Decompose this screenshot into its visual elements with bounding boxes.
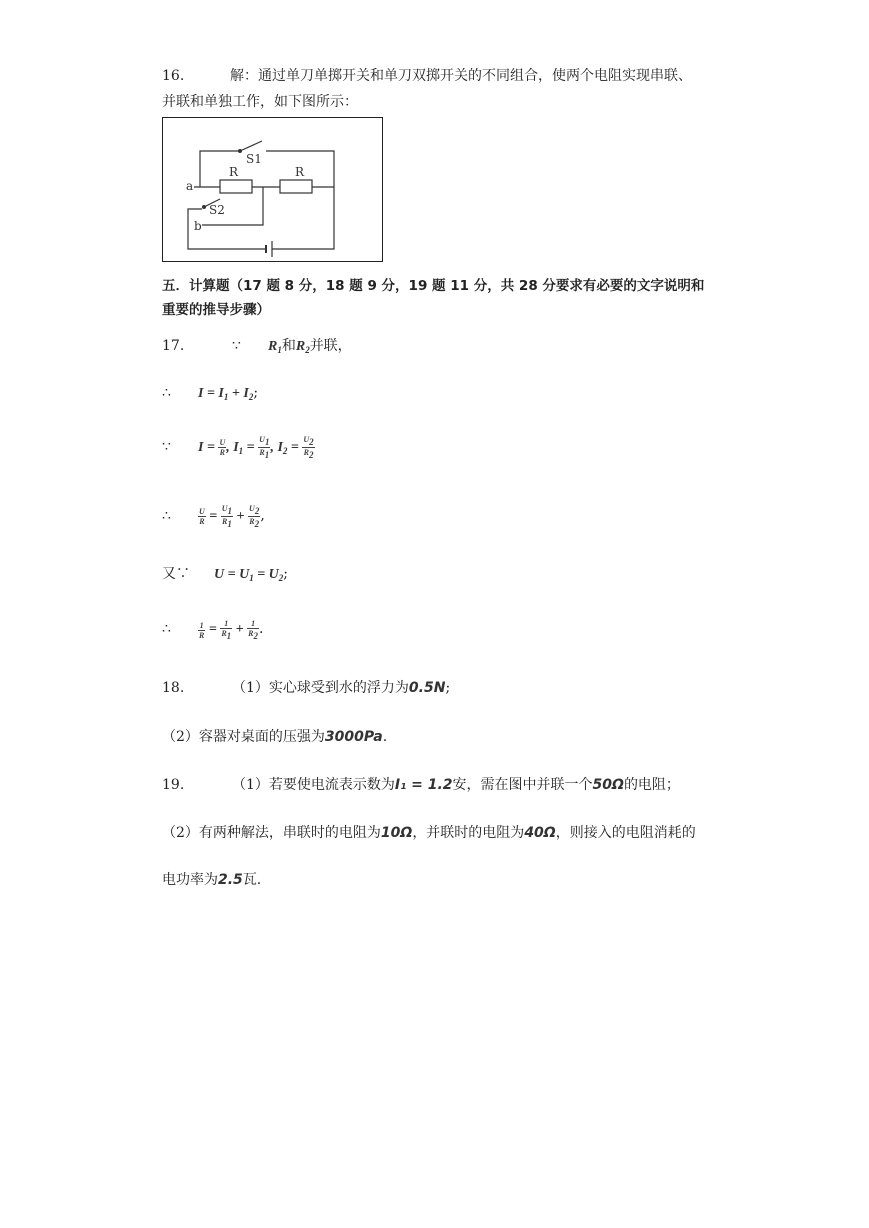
formula-ohm: I = $\frac{U}{R}$ , $I_1$ = $\frac{U_1}{R_1}$ , $I_2$ = $\frac{U_2}{R_2}$ [198,435,314,460]
q17-step3: ∴ $\frac{U}{R}$ = $\frac{U_1}{R_1}$ + $\frac{U_2}{R_2}$ , [162,504,265,529]
label-s2: S2 [209,203,225,217]
label-r-left: R [229,165,239,179]
q17-r2: $R_2$ [295,339,310,355]
section5-heading-line1: 五．计算题（17 题 8 分，18 题 9 分，19 题 11 分，共 28 分要求有必要的文字说明和 [162,278,705,294]
and-because-symbol: 又∵ [162,566,190,582]
q19-number: 19. [162,777,185,793]
q19-p2-suffix: ，则接入的电阻消耗的 [555,825,696,841]
label-b: b [194,219,202,233]
q17-and: 和 [281,338,296,354]
q19-p3-value: 2.5 [218,872,243,888]
q16-number: 16. [162,68,185,84]
q19-line2 [162,823,696,843]
q19-p1-suffix: 的电阻； [623,777,680,793]
resistor-right [280,180,312,193]
q18-p1-value: 0.5N [408,680,446,696]
therefore-symbol: ∴ [162,507,171,524]
q19-p3-prefix: 电功率为 [162,872,218,888]
section5-heading-line2: 重要的推导步骤） [162,302,270,318]
resistor-left [220,180,252,193]
therefore-symbol: ∴ [162,621,171,638]
q17-r1: $R_1$ [268,339,282,355]
q17-step2 [162,435,315,461]
q18-p1-suffix: ; [445,680,451,696]
q18-line2 [162,727,387,747]
q17-because: ∵ [232,338,241,354]
q19-p1-formula: I₁ = 1.2 [394,777,453,793]
q18-number: 18. [162,680,185,696]
formula-fraction-sum: $\frac{U}{R}$ = $\frac{U_1}{R_1}$ + $\frac{U_2}{R_2}$ [199,504,260,529]
q18-p2-value: 3000Pa [324,729,383,745]
label-a: a [186,179,194,193]
q16-text-line2: 并联和单独工作，如下图所示： [162,94,358,110]
q17-line1 [162,336,352,360]
q19-line1 [162,775,680,795]
q19-p1-mid: 安，需在图中并联一个 [452,777,593,793]
because-symbol: ∵ [162,438,171,455]
label-r-right: R [295,165,305,179]
q18-p2-prefix: （2）容器对桌面的压强为 [162,729,325,745]
therefore-symbol: ∴ [162,385,171,401]
q16-text-line1: 解：通过单刀单掷开关和单刀双掷开关的不同组合，使两个电阻实现串联、 [230,68,692,84]
q17-step1: ∴ $I = I_1 + I_2$; [162,385,259,402]
q19-p2-v2: 40Ω [524,825,556,841]
formula-current-sum: $I = I_1 + I_2$ [198,386,254,402]
q19-line3 [162,870,261,890]
formula-parallel-resistance: $\frac{1}{R}$ = $\frac{1}{R_1}$ + $\frac{1}{R_2}$ [199,619,258,641]
q17-parallel: 并联， [309,338,352,354]
q18-p2-suffix: . [382,729,388,745]
label-s1: S1 [246,152,262,166]
formula-voltage-equal: $U = U_1 = U_2$ [214,567,284,583]
circuit-svg [162,117,383,262]
q19-p3-suffix: 瓦. [242,872,262,888]
q19-p2-prefix: （2）有两种解法，串联时的电阻为 [162,825,381,841]
q18-line1 [162,678,450,698]
q17-number: 17. [162,338,185,354]
q19-p2-v1: 10Ω [380,825,413,841]
q16-line1 [162,66,692,86]
q17-step5: ∴ $\frac{1}{R}$ = $\frac{1}{R_1}$ + $\frac{1}{R_2}$ . [162,619,264,641]
q17-step4: 又∵ $U = U_1 = U_2$; [162,566,289,583]
q19-p1-value: 50Ω [592,777,624,793]
q18-p1-prefix: （1）实心球受到水的浮力为 [232,680,409,696]
q19-p1-prefix: （1）若要使电流表示数为 [232,777,395,793]
q19-p2-mid: ，并联时的电阻为 [412,825,525,841]
circuit-diagram [162,117,383,262]
